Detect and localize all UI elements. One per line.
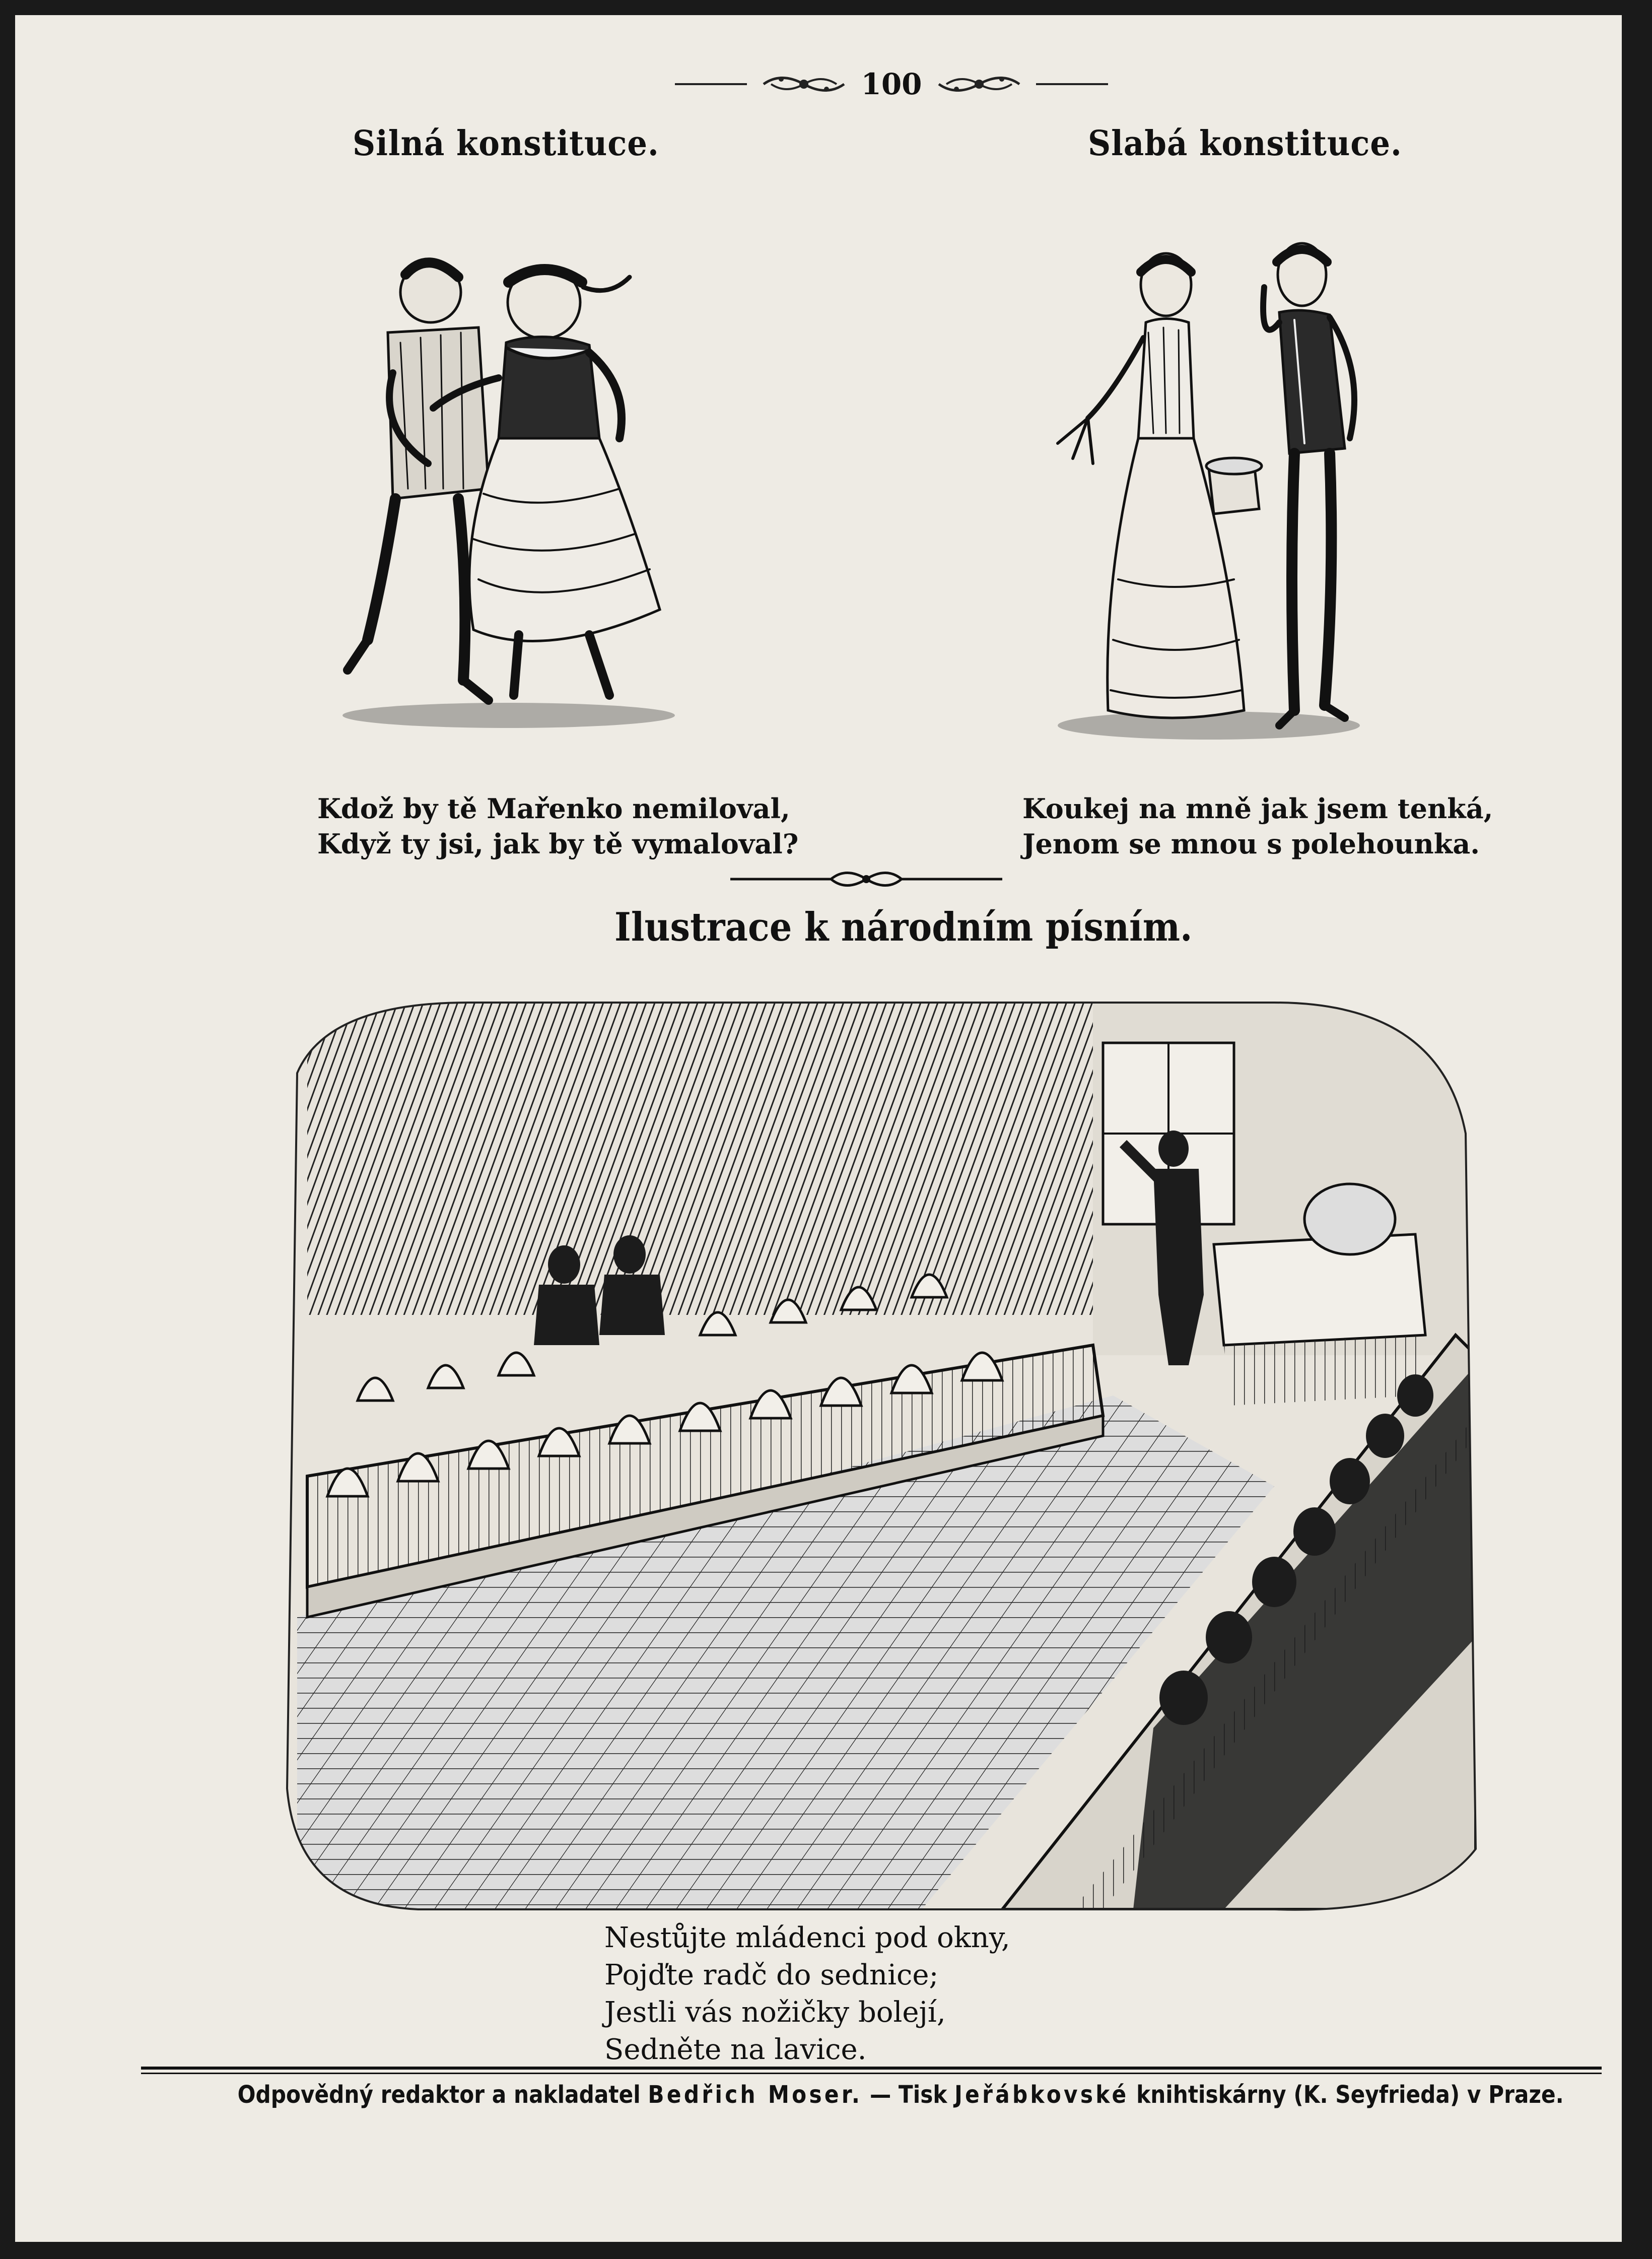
title-divider-ornament-icon [730,867,1002,892]
imprint-editor: Bedřich Moser. [648,2081,863,2109]
page-number: 100 [861,67,922,101]
imprint-separator: — Tisk [869,2081,947,2109]
ornament-left-icon [761,69,847,99]
imprint-press: Jeřábkovské [954,2081,1129,2109]
page-header [675,61,1108,107]
caption-line: Když ty jsi, jak by tě vymaloval? [317,828,799,860]
imprint-prefix: Odpovědný redaktor a nakladatel [237,2081,641,2109]
footer-rule-thin [141,2073,1602,2074]
ornament-right-icon [936,69,1022,99]
dancing-couple-illustration [307,227,710,730]
header-rule-right [1036,83,1108,85]
section-title: Ilustrace k národním písním. [614,904,1193,950]
caption-hall [604,1919,1010,2069]
caption-line: Pojďte radč do sednice; [604,1959,939,1991]
imprint-suffix: knihtiskárny (K. Seyfrieda) v Praze. [1136,2081,1564,2109]
footer-rule-thick [141,2067,1602,2070]
heading-strong-constitution: Silná konstituce. [353,123,659,164]
frail-couple-illustration [1043,227,1405,751]
caption-line: Jenom se mnou s polehounka. [1022,828,1480,860]
heading-weak-constitution: Slabá konstituce. [1088,123,1402,164]
newspaper-page [15,15,1622,2242]
caption-weak-constitution [1022,791,1493,861]
caption-line: Kdož by tě Mařenko nemiloval, [317,792,790,825]
imprint-footer [237,2081,1564,2109]
caption-strong-constitution [317,791,798,861]
caption-line: Nestůjte mládenci pod okny, [604,1921,1010,1954]
caption-line: Jestli vás nožičky bolejí, [604,1996,946,2029]
header-rule-left [675,83,747,85]
hall-with-benches-illustration [267,982,1491,1919]
caption-line: Sedněte na lavice. [604,2033,867,2066]
caption-line: Koukej na mně jak jsem tenká, [1022,792,1493,825]
